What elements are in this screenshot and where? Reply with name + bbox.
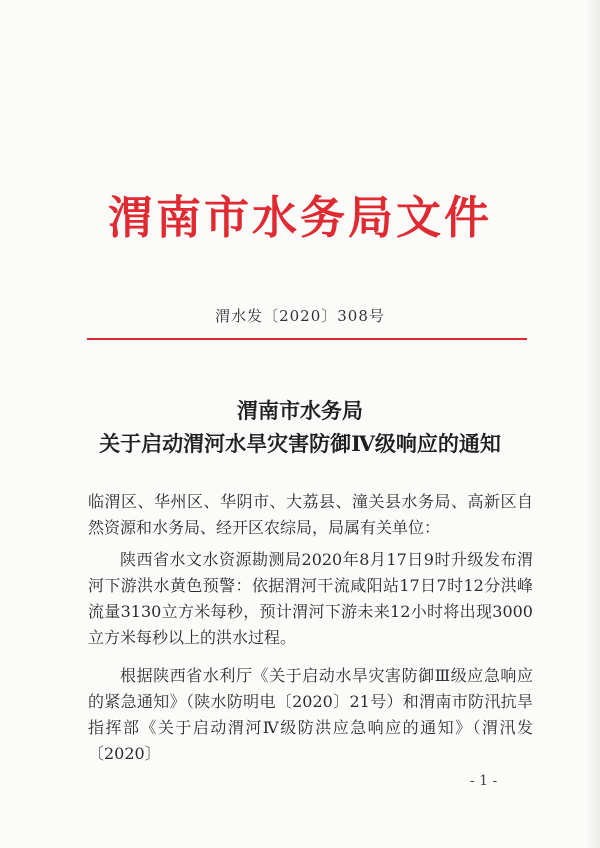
page-number: - 1 - <box>470 773 498 789</box>
subject-title-line-2: 关于启动渭河水旱灾害防御Ⅳ级响应的通知 <box>99 431 501 456</box>
scan-edge-shadow <box>586 0 600 848</box>
subject-title-line-1: 渭南市水务局 <box>237 398 363 423</box>
red-divider <box>87 338 527 340</box>
document-number: 渭水发〔2020〕308号 <box>215 307 385 325</box>
addressee-paragraph: 临渭区、华州区、华阴市、大荔县、潼关县水务局、高新区自然资源和水务局、经开区农综局，局属有关单位： <box>88 492 533 537</box>
body-paragraph-1: 陕西省水文水资源勘测局2020年8月17日9时升级发布渭河下游洪水黄色预警：依据渭河干流咸阳站17日7时12分洪峰流量3130立方米每秒，预计渭河下游未来12小时将出现3000立方米每秒以上的洪水过程。 <box>88 550 533 647</box>
body-paragraph-2: 根据陕西省水利厅《关于启动水旱灾害防御Ⅲ级应急响应的紧急通知》（陕水防明电〔2020〕21号）和渭南市防汛抗旱指挥部《关于启动渭河Ⅳ级防洪应急响应的通知》（渭汛发〔2020〕 <box>88 666 533 763</box>
document-issuer-title: 渭南市水务局文件 <box>107 191 492 244</box>
